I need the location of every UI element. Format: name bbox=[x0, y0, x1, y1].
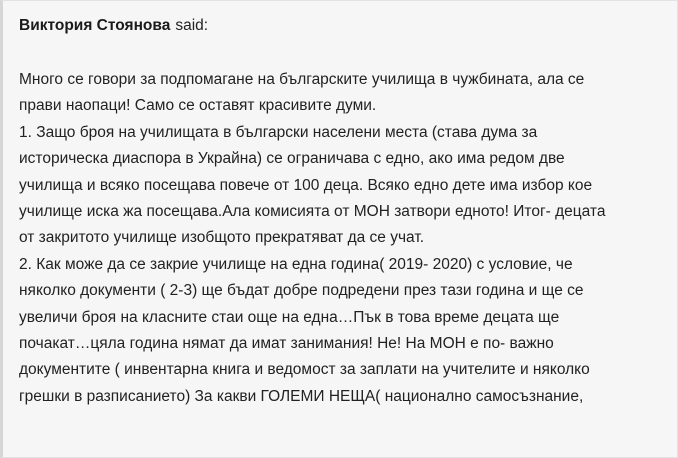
quote-line: грешки в разписанието) За какви ГОЛЕМИ НЕЩА( национално самосъзнание, bbox=[19, 387, 584, 405]
quote-line: 1. Защо броя на училищата в български населени места (става дума за bbox=[19, 123, 538, 141]
quote-said-label: said: bbox=[175, 17, 209, 34]
quote-line: 2. Как може да се закрие училище на една година( 2019- 2020) с условие, че bbox=[19, 255, 573, 273]
quote-line: увеличи броя на класните стаи още на една…Пък в това време децата ще bbox=[19, 308, 560, 326]
quote-line: почакат…цяла година нямат да имат занимания! Не! На МОН е по- важно bbox=[19, 334, 554, 352]
quote-attribution bbox=[19, 15, 208, 37]
quote-line: Много се говори за подпомагане на българските училища в чужбината, ала се bbox=[19, 71, 585, 88]
quote-line: документите ( инвентарна книга и ведомост за заплати на учителите и няколко bbox=[19, 361, 590, 379]
quote-line: няколко документи ( 2-3) ще бъдат добре подредени през тази година и ще се bbox=[19, 282, 584, 300]
quote-line: училище иска жа посещава.Ала комисията от МОН затвори едното! Итог- децата bbox=[19, 202, 606, 220]
quote-author-name[interactable]: Виктория Стоянова bbox=[19, 17, 171, 34]
quote-line: училища и всяко посещава повече от 100 деца. Всяко едно дете има избор кое bbox=[19, 176, 593, 194]
quote-line: прави наопаци! Само се оставят красивите думи. bbox=[19, 97, 377, 115]
quote-body bbox=[19, 67, 678, 410]
quote-line: от закритото училище изобщото прекратяват да се учат. bbox=[19, 229, 425, 247]
quote-line: историческа диаспора в Украйна) се ограничава с едно, ако има редом две bbox=[19, 150, 565, 168]
